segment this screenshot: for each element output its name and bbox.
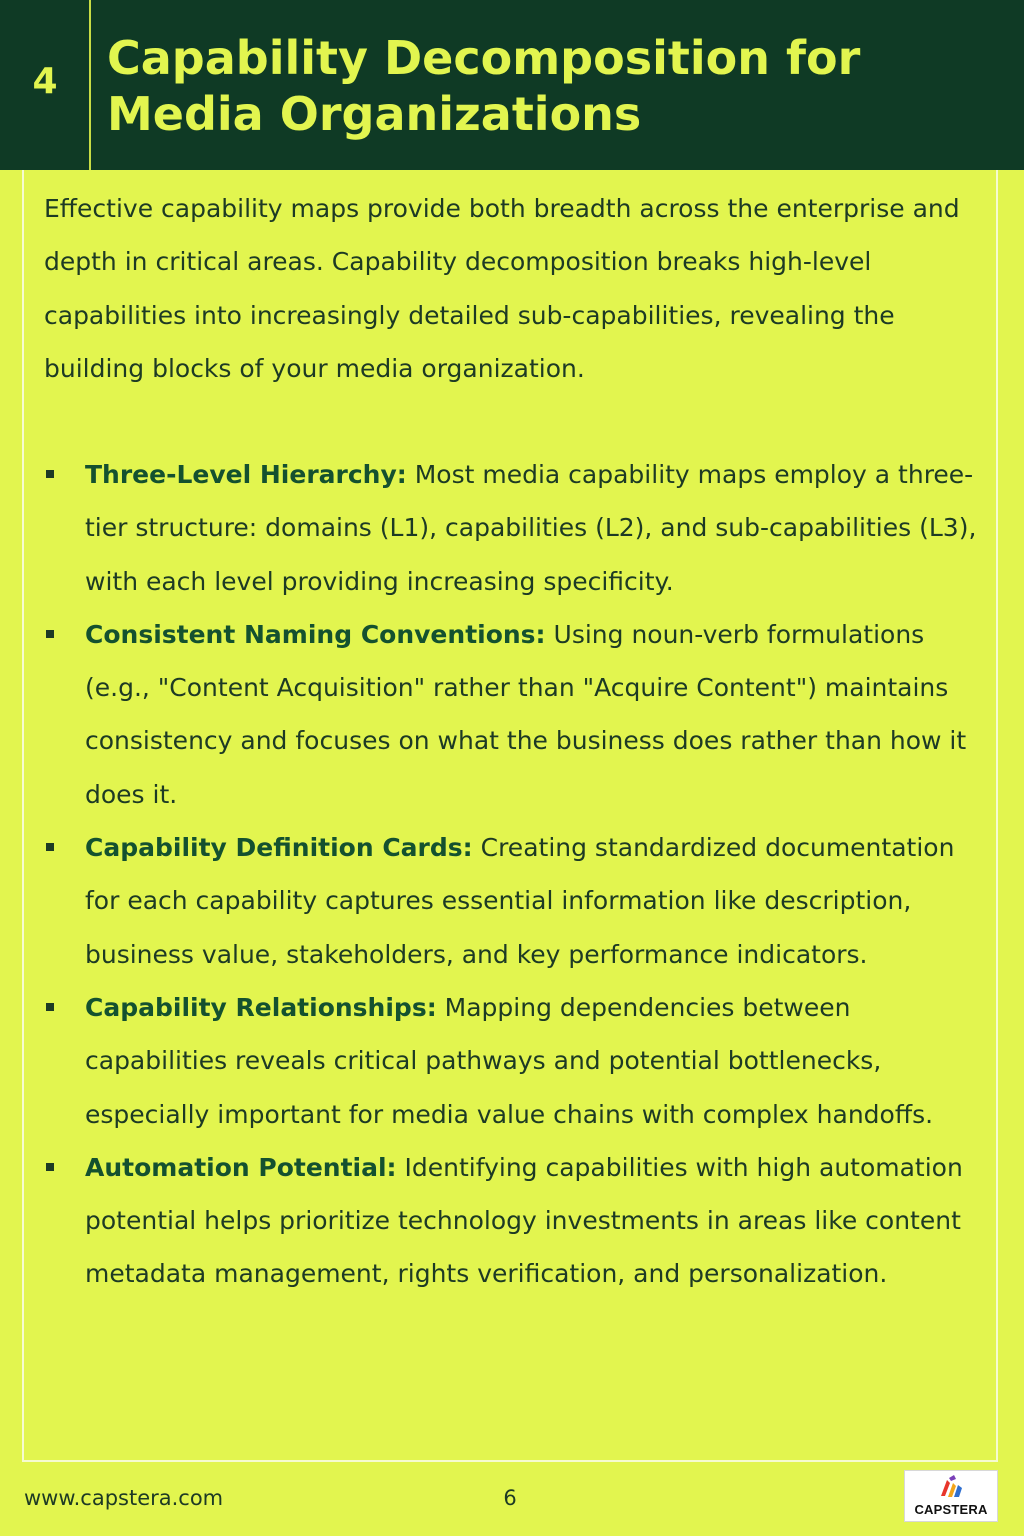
bullet-term: Automation Potential: (85, 1152, 397, 1182)
page-header (0, 0, 1024, 170)
bullet-term: Capability Definition Cards: (85, 833, 473, 863)
bullet-term: Three-Level Hierarchy: (85, 460, 407, 489)
capstera-logo-icon (938, 1474, 966, 1500)
logo-text: CAPSTERA (914, 1502, 988, 1517)
square-bullet-icon (46, 630, 54, 638)
bullet-text: Identifying capabilities with high automation potential helps prioritize technology investments in areas like content metadata management, rights verification, and personalization. (85, 1152, 963, 1289)
bullet-text: Using noun-verb formulations (e.g., "Content Acquisition" rather than "Acquire Content") maintains consistency and focuses on what the business does rather than how it does it. (85, 619, 967, 809)
square-bullet-icon (46, 843, 54, 851)
bullet-text: Most media capability maps employ a three-tier structure: domains (L1), capabilities (L2), and sub-capabilities (L3), with each level providing increasing specificity. (85, 460, 977, 596)
bullet-item-automation-potential (44, 1141, 984, 1301)
square-bullet-icon (46, 470, 54, 478)
page-title: Capability Decomposition for Media Organizations (107, 31, 861, 141)
page-number: 6 (503, 1486, 517, 1510)
bullet-term: Capability Relationships: (85, 992, 437, 1022)
bullet-text: Mapping dependencies between capabilities reveals critical pathways and potential bottlenecks, especially important for media value chains with complex handoffs. (85, 992, 934, 1129)
footer-website-link[interactable]: www.capstera.com (24, 1486, 224, 1510)
square-bullet-icon (46, 1003, 54, 1011)
square-bullet-icon (46, 1163, 54, 1171)
bullet-text: Creating standardized documentation for each capability captures essential information like description, business value, stakeholders, and key performance indicators. (85, 833, 955, 969)
bullet-item-consistent-naming (44, 608, 984, 821)
intro-paragraph: Effective capability maps provide both breadth across the enterprise and depth in critical areas. Capability decomposition breaks high-level capabilities into increasingly detailed sub-capabilities, revealing the building blocks of your media organization. (44, 194, 960, 383)
bullet-item-definition-cards (44, 821, 984, 981)
capstera-logo (904, 1470, 998, 1522)
bullet-item-three-level-hierarchy (44, 448, 984, 608)
bullet-item-relationships (44, 981, 984, 1141)
header-divider (89, 0, 91, 170)
section-number: 4 (32, 61, 58, 102)
bullet-term: Consistent Naming Conventions: (85, 619, 546, 649)
bullet-list (44, 448, 984, 1301)
